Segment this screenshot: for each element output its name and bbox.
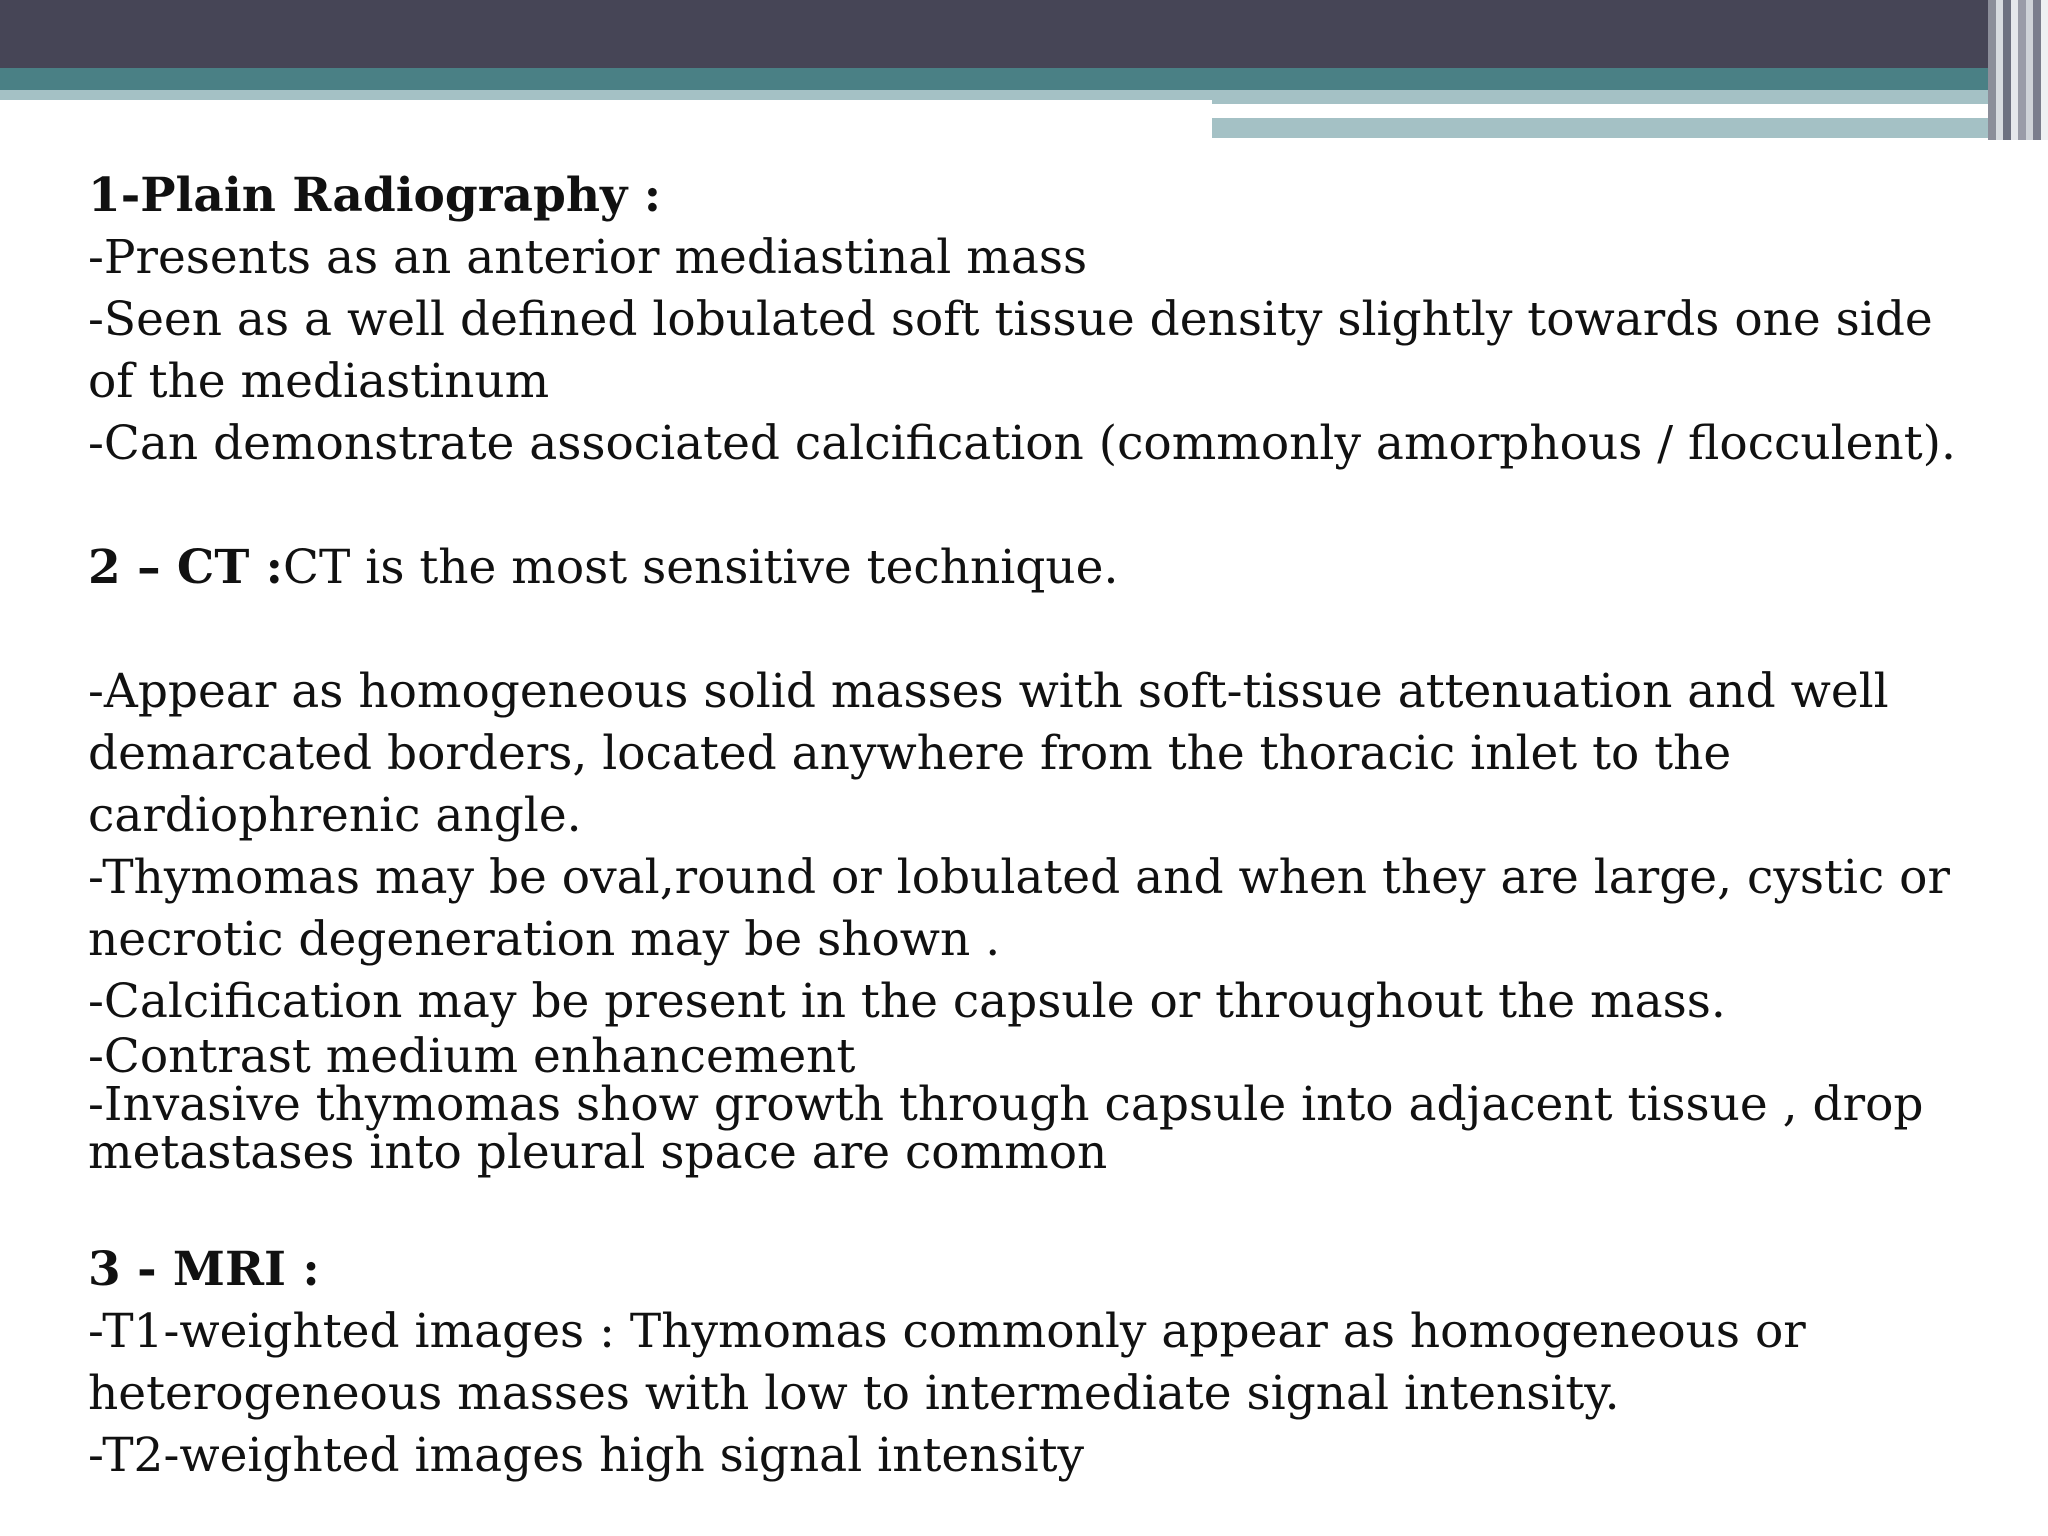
slide-body: [88, 165, 1988, 1487]
section-heading-ct-row: [88, 537, 1988, 599]
ct-line-5: -Invasive thymomas show growth through capsule into adjacent tissue , drop metastases into pleural space are common: [88, 1077, 1924, 1180]
spacer: [88, 599, 1988, 661]
ct-line-2: -Thymomas may be oval,round or lobulated and when they are large, cystic or necrotic degeneration may be shown .: [88, 850, 1950, 967]
header-band-light-right: [1212, 90, 2048, 104]
section-heading-mri: 3 - MRI :: [88, 1242, 320, 1297]
header-band-light-lower: [1212, 118, 2048, 138]
mri-line-2: -T2-weighted images high signal intensity: [88, 1428, 1085, 1483]
spacer: [88, 475, 1988, 537]
section-heading-plain-radiography: 1-Plain Radiography :: [88, 168, 662, 223]
ct-line-4: -Contrast medium enhancement: [88, 1029, 856, 1084]
plain-line-3: -Can demonstrate associated calcification (commonly amorphous / flocculent).: [88, 416, 1956, 471]
plain-line-2: -Seen as a well defined lobulated soft tissue density slightly towards one side of the mediastinum: [88, 292, 1933, 409]
header-band-light-left: [0, 90, 1212, 100]
spacer: [88, 1177, 1988, 1239]
ct-line-1: -Appear as homogeneous solid masses with soft-tissue attenuation and well demarcated borders, located anywhere from the thoracic inlet to the cardiophrenic angle.: [88, 664, 1889, 843]
mri-line-1: -T1-weighted images : Thymomas commonly appear as homogeneous or heterogeneous masses with low to intermediate signal intensity.: [88, 1304, 1806, 1421]
section-heading-ct: 2 – CT :: [88, 540, 284, 595]
ct-line-3: -Calcification may be present in the capsule or throughout the mass.: [88, 974, 1726, 1029]
header-band-teal: [0, 68, 2048, 90]
header-stripes: [1988, 0, 2048, 140]
header-divider-line: [1212, 112, 1898, 117]
plain-line-1: -Presents as an anterior mediastinal mass: [88, 230, 1088, 285]
header-band-dark: [0, 0, 2048, 68]
ct-heading-text: CT is the most sensitive technique.: [283, 540, 1119, 595]
